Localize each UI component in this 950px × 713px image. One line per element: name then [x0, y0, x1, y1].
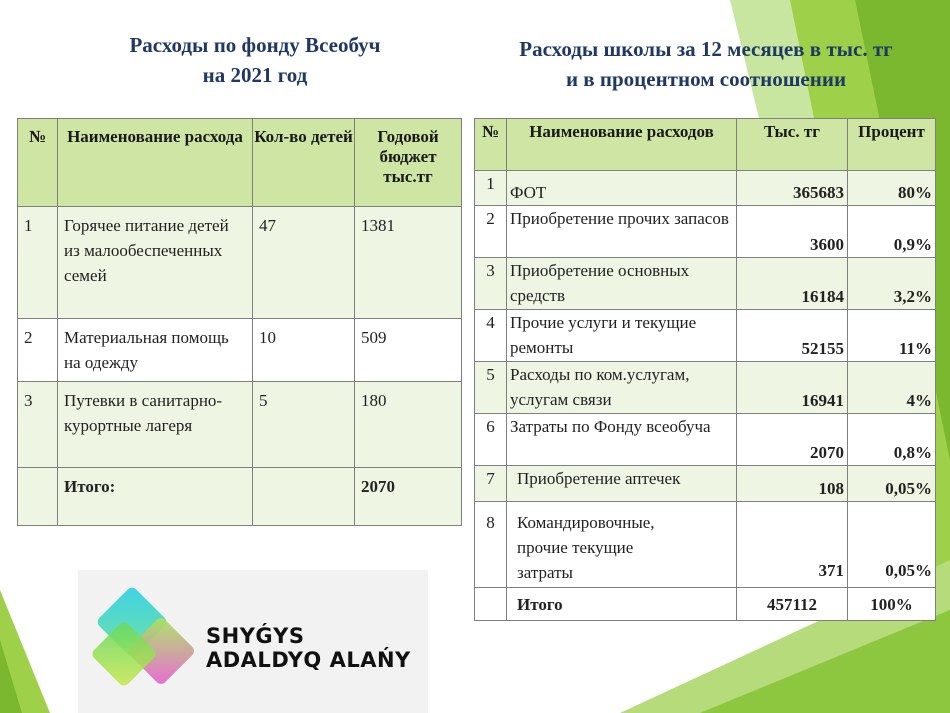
row-count: 47	[253, 207, 355, 319]
table-row	[18, 319, 462, 382]
row-amount: 16941	[737, 362, 848, 414]
row-percent: 80%	[848, 171, 936, 206]
right-title	[462, 34, 950, 94]
row-name: Приобретение аптечек	[507, 466, 737, 502]
row-number: 6	[475, 414, 507, 466]
logo-line2: ADALDYQ ALAŃY	[206, 648, 411, 672]
table-row	[475, 310, 936, 362]
col-header-count: Кол-во детей	[253, 119, 355, 207]
table-row	[475, 466, 936, 502]
logo-text	[206, 624, 411, 672]
row-name: Затраты по Фонду всеобуча	[507, 414, 737, 466]
row-number: 5	[475, 362, 507, 414]
right-title-line1: Расходы школы за 12 месяцев в тыс. тг	[519, 37, 893, 61]
row-number: 7	[475, 466, 507, 502]
row-percent: 4%	[848, 362, 936, 414]
row-count: 10	[253, 319, 355, 382]
row-name: Приобретение прочих запасов	[507, 206, 737, 258]
row-number: 3	[475, 258, 507, 310]
row-amount: 2070	[737, 414, 848, 466]
total-amount: 457112	[737, 588, 848, 621]
logo-mark-icon	[88, 578, 208, 708]
logo-line1: SHYǴYS	[206, 624, 305, 648]
table-row	[475, 171, 936, 206]
row-name: Командировочные, прочие текущие затраты	[507, 502, 737, 588]
col-header-budget: Годовой бюджет тыс.тг	[355, 119, 462, 207]
total-empty	[18, 468, 58, 526]
row-amount: 371	[737, 502, 848, 588]
fund-expenses-table	[17, 118, 462, 526]
total-row	[18, 468, 462, 526]
row-amount: 16184	[737, 258, 848, 310]
col-header-name: Наименование расходов	[507, 119, 737, 171]
row-amount: 108	[737, 466, 848, 502]
row-percent: 0,8%	[848, 414, 936, 466]
table-row	[475, 414, 936, 466]
row-name: Материальная помощь на одежду	[58, 319, 253, 382]
total-value: 2070	[355, 468, 462, 526]
table-row	[475, 362, 936, 414]
total-empty	[475, 588, 507, 621]
row-name: Приобретение основных средств	[507, 258, 737, 310]
total-row	[475, 588, 936, 621]
row-name: Расходы по ком.услугам, услугам связи	[507, 362, 737, 414]
left-title	[70, 30, 440, 90]
row-number: 1	[18, 207, 58, 319]
row-number: 1	[475, 171, 507, 206]
row-budget: 1381	[355, 207, 462, 319]
col-header-percent: Процент	[848, 119, 936, 171]
table-row	[475, 502, 936, 588]
col-header-amount: Тыс. тг	[737, 119, 848, 171]
col-header-name: Наименование расхода	[58, 119, 253, 207]
left-title-line1: Расходы по фонду Всеобуч	[129, 33, 381, 57]
row-percent: 0,05%	[848, 502, 936, 588]
school-expenses-table	[474, 118, 936, 621]
row-percent: 11%	[848, 310, 936, 362]
row-percent: 0,9%	[848, 206, 936, 258]
row-budget: 180	[355, 382, 462, 468]
row-number: 3	[18, 382, 58, 468]
row-percent: 0,05%	[848, 466, 936, 502]
row-number: 8	[475, 502, 507, 588]
table-row	[18, 207, 462, 319]
row-number: 4	[475, 310, 507, 362]
total-percent: 100%	[848, 588, 936, 621]
table-row	[475, 206, 936, 258]
total-label: Итого:	[58, 468, 253, 526]
row-budget: 509	[355, 319, 462, 382]
table-row	[18, 382, 462, 468]
right-title-line2: и в процентном соотношении	[565, 67, 847, 91]
left-title-line2: на 2021 год	[202, 63, 308, 87]
row-count: 5	[253, 382, 355, 468]
row-name: Горячее питание детей из малообеспеченных семей	[58, 207, 253, 319]
col-header-number: №	[18, 119, 58, 207]
row-name: Прочие услуги и текущие ремонты	[507, 310, 737, 362]
total-empty	[253, 468, 355, 526]
row-name: Путевки в санитарно-курортные лагеря	[58, 382, 253, 468]
table-row	[475, 258, 936, 310]
col-header-number: №	[475, 119, 507, 171]
row-number: 2	[18, 319, 58, 382]
row-amount: 3600	[737, 206, 848, 258]
row-name: ФОТ	[507, 171, 737, 206]
row-percent: 3,2%	[848, 258, 936, 310]
row-amount: 365683	[737, 171, 848, 206]
row-number: 2	[475, 206, 507, 258]
total-label: Итого	[507, 588, 737, 621]
row-amount: 52155	[737, 310, 848, 362]
logo	[78, 570, 428, 713]
